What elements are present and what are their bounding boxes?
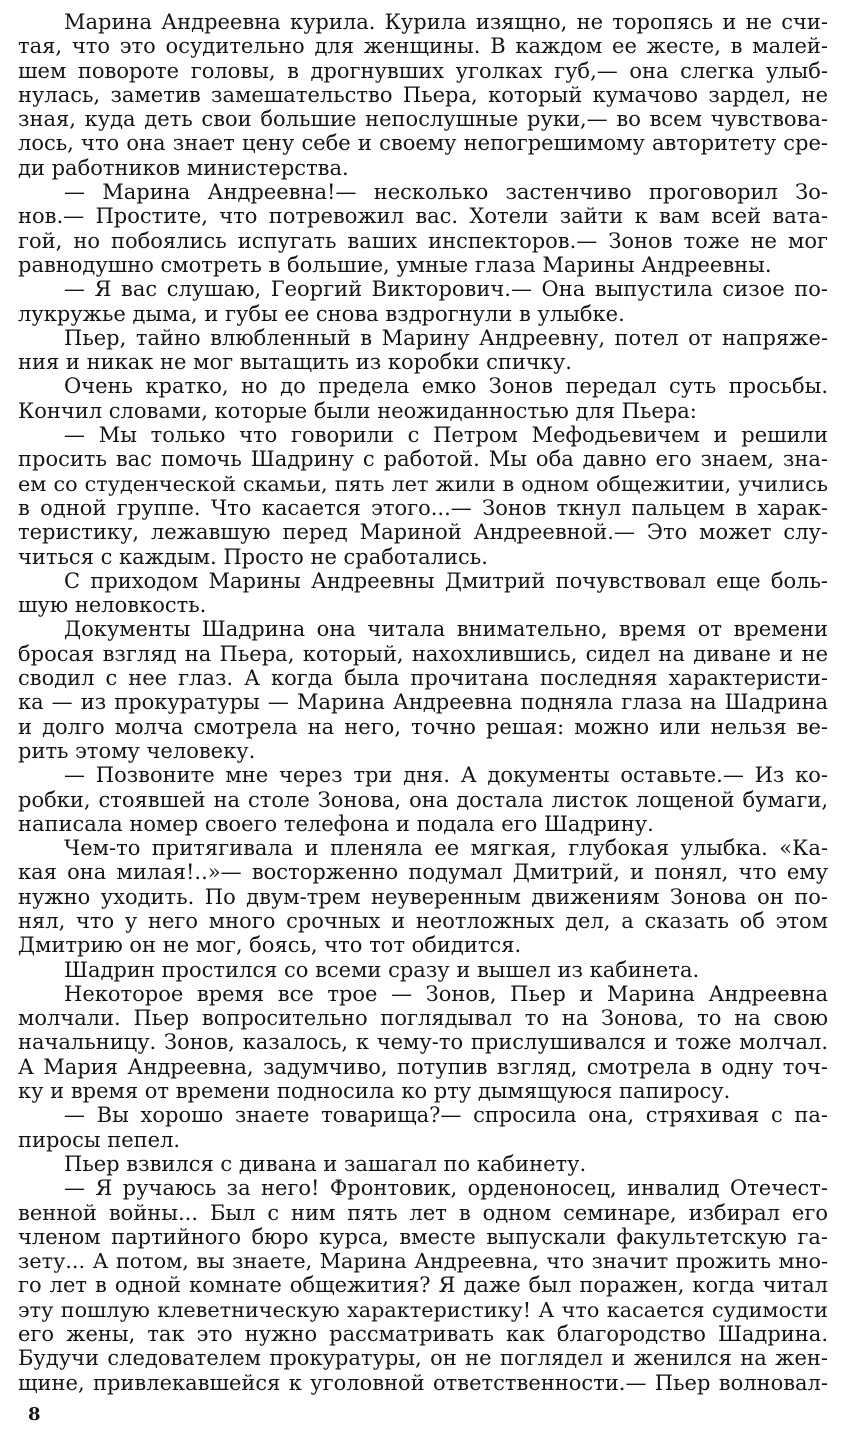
- text-line: его жены, так это нужно рассматривать как благородство Шадрина.: [18, 1322, 828, 1347]
- text-line: начальницу. Зонов, казалось, к чему-то прислушивался и тоже молчал.: [18, 1030, 828, 1055]
- paragraph: [18, 569, 828, 618]
- paragraph: [18, 617, 828, 763]
- text-line: Чем-то притягивала и пленяла ее мягкая, глубокая улыбка. «Ка-: [64, 836, 828, 861]
- paragraph: [18, 180, 828, 277]
- text-line: рить этому человеку.: [18, 738, 256, 763]
- text-line: Пьер взвился с дивана и зашагал по кабинету.: [64, 1151, 587, 1176]
- text-line: зная, куда деть свои большие непослушные руки,— во всем чувствова-: [18, 107, 828, 132]
- paragraph: [18, 763, 828, 836]
- text-line: — Вы хорошо знаете товарища?— спросила она, стряхивая с па-: [64, 1103, 828, 1128]
- text-line: молчали. Пьер вопросительно поглядывал то на Зонова, то на свою: [18, 1006, 828, 1031]
- paragraph: [18, 10, 828, 180]
- text-line: эту пошлую клеветническую характеристику! А что касается судимости: [18, 1297, 828, 1322]
- text-line: Кончил словами, которые были неожиданностью для Пьера:: [18, 398, 697, 423]
- text-line: шую неловкость.: [18, 593, 207, 618]
- paragraph: [18, 1103, 828, 1152]
- text-line: А Мария Андреевна, задумчиво, потупив взгляд, смотрела в одну точ-: [18, 1054, 828, 1079]
- text-line: Пьер, тайно влюбленный в Марину Андреевну, потел от напряже-: [64, 325, 828, 350]
- text-line: Шадрин простился со всеми сразу и вышел из кабинета.: [64, 957, 700, 982]
- paragraph: [18, 374, 828, 423]
- paragraph: [18, 958, 828, 982]
- paragraph: [18, 277, 828, 326]
- text-line: бросая взгляд на Пьера, который, нахохлившись, сидел на диване и не: [18, 641, 828, 666]
- text-line: в одной группе. Что касается этого...— Зонов ткнул пальцем в харак-: [18, 495, 828, 520]
- text-line: лось, что она знает цену себе и своему непогрешимому авторитету сре-: [18, 131, 828, 156]
- text-line: С приходом Марины Андреевны Дмитрий почувствовал еще боль-: [64, 568, 828, 593]
- paragraph: [18, 982, 828, 1103]
- text-line: — Марина Андреевна!— несколько застенчиво проговорил Зо-: [64, 180, 828, 205]
- page-number: 8: [28, 1404, 41, 1425]
- text-line: нов.— Простите, что потревожил вас. Хотели зайти к вам всей вата-: [18, 204, 828, 229]
- text-line: пиросы пепел.: [18, 1127, 181, 1152]
- text-line: нулась, заметив замешательство Пьера, который кумачово зардел, не: [18, 82, 828, 107]
- text-line: ка — из прокуратуры — Марина Андреевна подняла глаза на Шадрина: [18, 690, 828, 715]
- text-line: щине, привлекавшейся к уголовной ответственности.— Пьер волновал-: [18, 1370, 828, 1395]
- paragraph: [18, 1152, 828, 1176]
- text-line: гой, но побоялись испугать ваших инспекторов.— Зонов тоже не мог: [18, 228, 828, 253]
- paragraph: [18, 423, 828, 569]
- text-line: Некоторое время все трое — Зонов, Пьер и Марина Андреевна: [64, 981, 828, 1006]
- text-line: членом партийного бюро курса, вместе выпускали факультетскую га-: [18, 1224, 828, 1249]
- text-line: и долго молча смотрела на него, точно решая: можно или нельзя ве-: [18, 714, 828, 739]
- text-line: — Я вас слушаю, Георгий Викторович.— Она выпустила сизое по-: [64, 277, 828, 302]
- text-line: Дмитрию он не мог, боясь, что тот обидится.: [18, 933, 522, 958]
- paragraph: [18, 1176, 828, 1395]
- text-line: робки, стоявшей на столе Зонова, она достала листок лощеной бумаги,: [18, 787, 828, 812]
- text-line: венной войны... Был с ним пять лет в одном семинаре, избирал его: [18, 1200, 828, 1225]
- text-line: ку и время от времени подносила ко рту дымящуюся папиросу.: [18, 1079, 731, 1104]
- text-line: зету... А потом, вы знаете, Марина Андреевна, что значит прожить мно-: [18, 1249, 828, 1274]
- text-line: — Позвоните мне через три дня. А документы оставьте.— Из ко-: [64, 763, 828, 788]
- text-line: нужно уходить. По двум-трем неуверенным движениям Зонова он по-: [18, 884, 828, 909]
- text-line: шем повороте головы, в дрогнувших уголках губ,— она слегка улыб-: [18, 58, 828, 83]
- text-line: теристику, лежавшую перед Мариной Андреевной.— Это может слу-: [18, 520, 828, 545]
- text-line: просить вас помочь Шадрину с работой. Мы оба давно его знаем, зна-: [18, 447, 828, 472]
- text-line: лукружье дыма, и губы ее снова вздрогнули в улыбке.: [18, 301, 625, 326]
- text-line: — Мы только что говорили с Петром Мефодьевичем и решили: [64, 423, 828, 448]
- text-line: Будучи следователем прокуратуры, он не поглядел и женился на жен-: [18, 1346, 828, 1371]
- text-line: — Я ручаюсь за него! Фронтовик, орденоносец, инвалид Отечест-: [64, 1176, 828, 1201]
- text-line: написала номер своего телефона и подала его Шадрину.: [18, 811, 654, 836]
- text-line: нял, что у него много срочных и неотложных дел, а сказать об этом: [18, 908, 828, 933]
- text-line: Документы Шадрина она читала внимательно, время от времени: [64, 617, 828, 642]
- text-line: го лет в одной комнате общежития? Я даже был поражен, когда читал: [18, 1273, 828, 1298]
- paragraph: [18, 836, 828, 957]
- text-line: ния и никак не мог вытащить из коробки спичку.: [18, 350, 572, 375]
- text-line: ем со студенческой скамьи, пять лет жили в одном общежитии, учились: [18, 471, 828, 496]
- text-line: тая, что это осудительно для женщины. В каждом ее жесте, в малей-: [18, 34, 828, 59]
- text-line: ди работников министерства.: [18, 155, 349, 180]
- paragraph: [18, 326, 828, 375]
- text-line: Марина Андреевна курила. Курила изящно, не торопясь и не счи-: [64, 10, 828, 34]
- text-line: Очень кратко, но до предела емко Зонов передал суть просьбы.: [64, 374, 828, 399]
- text-line: сводил с нее глаз. А когда была прочитана последняя характеристи-: [18, 666, 828, 691]
- text-line: равнодушно смотреть в большие, умные глаза Марины Андреевны.: [18, 252, 772, 277]
- book-page-text: [18, 10, 828, 1400]
- text-line: кая она милая!..»— восторженно подумал Дмитрий, и понял, что ему: [18, 860, 828, 885]
- text-line: читься с каждым. Просто не сработались.: [18, 544, 488, 569]
